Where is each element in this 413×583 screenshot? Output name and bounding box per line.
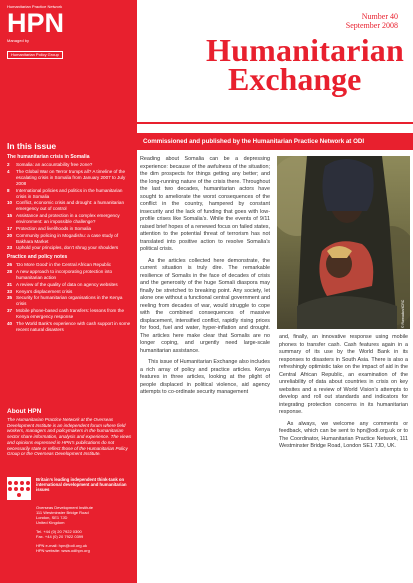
address-line: Overseas Development Institute	[36, 505, 93, 510]
toc-item[interactable]	[7, 162, 133, 168]
website-link[interactable]: HPN website: www.odihpn.org	[36, 548, 90, 553]
odi-name: Britain’s leading independent think-tank on international development and humanitarian issues	[36, 477, 127, 492]
toc-title: Protection and livelihoods in Somalia	[16, 225, 92, 231]
managed-by: Managed by	[7, 38, 30, 43]
toc-title: The World Bank’s experience with cash support in some recent natural disasters	[16, 320, 131, 332]
about-hpn	[7, 408, 133, 457]
issue-number-text: Number 40	[361, 12, 398, 21]
fax: Fax. +44 (0) 20 7922 0399	[36, 534, 84, 539]
masthead	[137, 0, 413, 135]
mother-child-photo	[277, 156, 410, 329]
toc-item[interactable]	[7, 233, 133, 245]
article-paragraph: As always, we welcome any comments or feedback, which can be sent to hpn@odi.org.uk or to The Coordinator, Humanitarian Practice Network, 111 Westminster Bridge Road, London SE1 7JD, UK.	[279, 420, 408, 449]
toc-page: 37	[7, 308, 13, 314]
toc-page: 23	[7, 245, 13, 251]
toc-page: 10	[7, 200, 13, 206]
toc-title: International policies and politics in the humanitarian crisis in Somalia	[16, 187, 123, 199]
tel: Tel. +44 (0) 20 7922 0300	[36, 529, 82, 534]
policy-group-box: Humanitarian Policy Group	[7, 51, 63, 59]
toc-somalia	[7, 162, 133, 251]
masthead-rule	[137, 122, 413, 124]
cover-photo	[277, 156, 410, 329]
toc-item[interactable]	[7, 226, 133, 232]
toc-page: 31	[7, 281, 13, 287]
address-line: London, SE1 7JD	[36, 515, 68, 520]
issue-heading: In this issue	[7, 141, 57, 151]
address-line: 111 Westminster Bridge Road	[36, 510, 89, 515]
masthead-title-line1: Humanitarian	[206, 32, 404, 68]
toc-item[interactable]	[7, 213, 133, 225]
issue-number	[346, 12, 398, 30]
toc-title: A review of the quality of data on agency websites	[16, 281, 118, 287]
article-paragraph: This issue of Humanitarian Exchange also includes a rich array of policy and practice articles. Kenya features in three articles, looking at the plight of people displaced in political violence, aid agency attempts to co-ordinate security management	[140, 359, 270, 395]
toc-page: 28	[7, 269, 13, 275]
toc-item[interactable]	[7, 321, 133, 333]
toc-title: A new approach to incorporating protection into humanitarian action	[16, 269, 113, 281]
issue-contents	[7, 141, 133, 334]
article-paragraph: and, finally, an innovative response using mobile phones to transfer cash. Cash features again in a summary of its use by the World Bank in its responses to disasters in South Asia. There is also a refreshingly optimistic take on the impact of aid in the Central African Republic, an examination of the unreliability of data about countries in crisis on key websites and a review of World Vision’s attempts to develop and roll out standards and indicators for integrating protection concerns in its humanitarian response.	[279, 334, 408, 415]
section-somalia-heading: The humanitarian crisis in Somalia	[7, 154, 90, 160]
toc-page: 33	[7, 288, 13, 294]
photo-credit: © Ramadan/ICRC	[401, 299, 405, 328]
toc-page: 2	[7, 162, 10, 167]
masthead-title-line2: Exchange	[228, 61, 362, 97]
about-heading: About HPN	[7, 408, 42, 415]
article-column-2	[279, 334, 408, 455]
sidebar	[0, 0, 137, 583]
odi-tagline	[36, 477, 131, 492]
toc-page: 17	[7, 225, 13, 231]
toc-item[interactable]	[7, 169, 133, 187]
toc-title: Assistance and protection in a complex emergency environment: an impossible challenge?	[16, 213, 120, 225]
hpn-logo: HPN	[7, 8, 65, 38]
toc-title: Somalia: an accountability free zone?	[16, 162, 93, 167]
toc-item[interactable]	[7, 295, 133, 307]
article-paragraph: Reading about Somalia can be a depressing experience: because of the awfulness of the situation; the dim prospects for things getting any better; and the long-running nature of the crisis there. Throughout the last two decades, humanitarian actors have sought to ameliorate the worst consequences of the conflict in the country, hampered by constant insecurity and the lack of funding that goes with low-profile crises like Somalia’s. While the events of 9/11 raised brief hopes of a renewed focus on failed states, attention to the potential threat of terrorism has not translated into positive action to resolve Somalia’s political crisis.	[140, 156, 270, 252]
odi-logo-icon	[7, 477, 31, 500]
hpn-logo-block	[7, 4, 132, 61]
email-link[interactable]: HPN e-mail: hpn@odi.org.uk	[36, 543, 87, 548]
network-line: Humanitarian Practice Network	[7, 4, 63, 9]
strapline: Commissioned and published by the Humanitarian Practice Network at ODI	[137, 133, 413, 150]
toc-page: 8	[7, 187, 10, 193]
toc-title: The Global War on Terror trumps all? A timeline of the escalating crisis in Somalia from January 2007 to July 2008	[16, 168, 126, 186]
toc-title: Security for humanitarian organisations in the Kenya crisis	[16, 295, 123, 307]
issue-date: September 2008	[345, 21, 398, 30]
toc-practice	[7, 262, 133, 333]
article-column-1	[140, 156, 270, 401]
odi-row	[7, 477, 133, 501]
toc-title: Uphold your principles, don’t shrug your shoulders	[16, 245, 119, 251]
toc-item[interactable]	[7, 262, 133, 268]
toc-title: Conflict, economic crisis and drought: a humanitarian emergency out of control	[16, 200, 125, 212]
toc-page: 20	[7, 232, 13, 238]
toc-title: Mobile phone-based cash transfers: lessons from the Kenya emergency response	[16, 308, 125, 320]
about-text: The Humanitarian Practice Network at the Overseas Development Institute is an independent forum where field workers, managers and policymakers in the humanitarian sector share information, analysis and experience. The views and opinions expressed in HPN’s publications do not necessarily state or reflect those of the Humanitarian Policy Group or the Overseas Development Institute.	[7, 417, 132, 457]
section-practice-heading: Practice and policy notes	[7, 254, 68, 261]
article-paragraph: As the articles collected here demonstrate, the current situation is truly dire. The remarkable resilience of Somalis in the face of decades of crisis and the generosity of the huge Somali diaspora may finally be stretched to breaking point. Any society, let alone one without a functional central government and reeling from decades of war, would struggle to cope with the combined consequences of massive displacement, intensified conflict, rapidly rising prices for food, fuel and water, hyper-inflation and drought. The articles here make clear that Somalis are no longer coping, and urgently need large-scale humanitarian assistance.	[140, 257, 270, 354]
toc-item[interactable]	[7, 188, 133, 200]
address-line: United Kingdom	[36, 520, 65, 525]
toc-title: ‘Do More Good’ in the Central African Republic	[16, 262, 112, 268]
toc-title: Community policing in Mogadishu: a case study of Bakhara Market	[16, 232, 119, 244]
toc-item[interactable]	[7, 282, 133, 288]
odi-address	[36, 505, 132, 553]
toc-item[interactable]	[7, 269, 133, 281]
toc-page: 15	[7, 213, 13, 219]
toc-item[interactable]	[7, 289, 133, 295]
toc-item[interactable]	[7, 308, 133, 320]
toc-page: 35	[7, 295, 13, 301]
toc-title: Kenya’s displacement crisis	[16, 288, 73, 294]
toc-item[interactable]	[7, 245, 133, 251]
toc-page: 26	[7, 262, 13, 268]
toc-item[interactable]	[7, 200, 133, 212]
toc-page: 4	[7, 168, 10, 174]
toc-page: 40	[7, 320, 13, 326]
